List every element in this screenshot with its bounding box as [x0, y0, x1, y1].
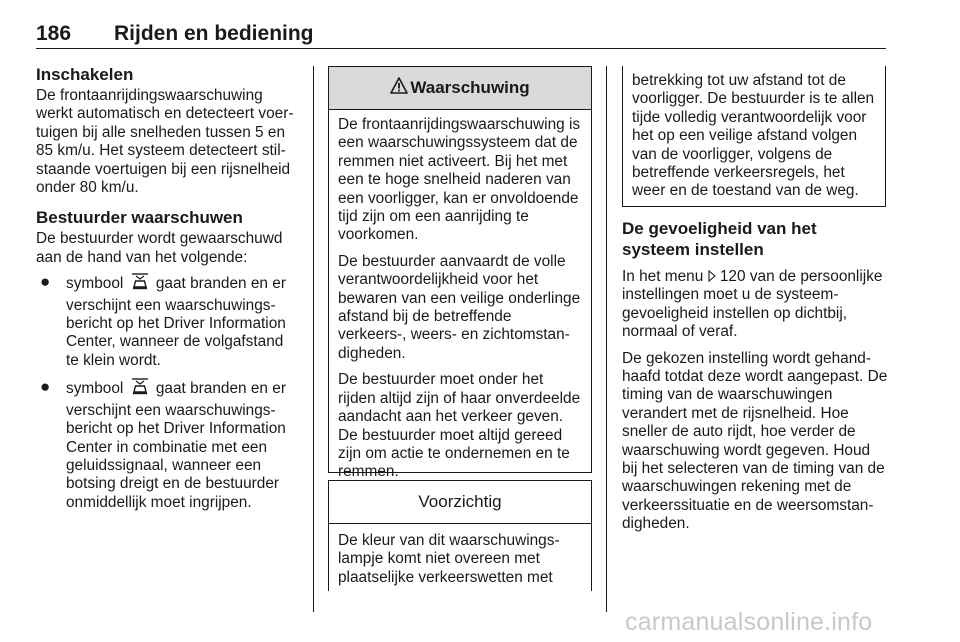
caution-box-header: [329, 481, 591, 524]
car-collision-icon: [130, 378, 150, 401]
paragraph-bestuurder: De bestuurder wordt gewaarschuwd aan de hand van het volgende:: [36, 230, 283, 266]
caution-box-continuation: [622, 66, 886, 207]
paragraph-menu-post: van de persoonlijke instellingen moet u de systeemgevoeligheid instellen op dichtbij, normaal of veraf.: [622, 268, 883, 341]
column-divider-right: [606, 66, 607, 612]
bullet-text-pre: symbool: [66, 275, 124, 293]
caution-continuation-body: [623, 66, 885, 201]
list-item: [36, 273, 298, 370]
page-reference-arrow-icon: [708, 268, 720, 285]
page-reference-number[interactable]: 120: [719, 268, 746, 285]
bullet-dot: ●: [40, 377, 51, 397]
warning-box-header: [329, 67, 591, 110]
warning-box: [328, 66, 592, 481]
chapter-title: Rijden en bediening: [114, 22, 314, 45]
caution-box-body: [329, 524, 591, 587]
warning-paragraph-3: De bestuurder moet onder het rijden altijd zijn of haar onverdeelde aandacht aan het verkeer geven. De bestuurder moet altijd gereed zijn om actie te ondernemen en te remmen.: [338, 371, 581, 481]
bullet-dot: ●: [40, 272, 51, 292]
column-1: [36, 64, 298, 520]
paragraph-menu-pre: In het menu: [622, 268, 704, 285]
warning-paragraph-2: De bestuurder aanvaardt de volle verantwoordelijkheid voor het bewaren van een veilige onderlinge afstand bij de betreffende verkeers-, weers- en zichtomstandigheden.: [338, 252, 581, 362]
bullet-text-pre: symbool: [66, 380, 124, 398]
warning-box-body: [329, 110, 591, 482]
watermark: carmanualsonline.info: [625, 608, 873, 636]
paragraph-instelling: De gekozen instelling wordt gehandhaafd totdat deze wordt aangepast. De timing van de waarschuwingen verandert met de rijsnelheid. Hoe sneller de auto rijdt, hoe verder de waarschuwing wordt gegeven. Houd bij het selecteren van de timing van de waarschuwingen rekening met de verkeerssituatie en de weersomstandigheden.: [622, 349, 888, 533]
caution-paragraph: De kleur van dit waarschuwingslampje komt niet overeen met plaatselijke verkeerswetten met: [338, 532, 560, 586]
warning-box-title: Waarschuwing: [410, 78, 530, 97]
warning-triangle-icon: [390, 77, 408, 99]
heading-gevoeligheid: De gevoeligheid van het systeem instellen: [622, 219, 817, 259]
car-collision-icon: [130, 273, 150, 296]
page-number: 186: [36, 22, 72, 45]
caution-box-title: Voorzichtig: [418, 492, 502, 511]
warning-paragraph-1: De frontaanrijdingswaarschuwing is een waarschuwingssysteem dat de remmen niet activeert. Bij het met een te hoge snelheid naderen van een voorligger, kan er onvoldoende tijd zijn om een aanrijding te voorkomen.: [338, 116, 581, 244]
column-3: [622, 218, 888, 534]
warning-method-list: [36, 273, 298, 512]
heading-inschakelen: Inschakelen: [36, 65, 134, 84]
bullet-text-post: gaat branden en er verschijnt een waarschuwingsbericht op het Driver Information Center, wanneer de volgafstand te klein wordt.: [66, 275, 286, 369]
caution-continuation-paragraph: betrekking tot uw afstand tot de voorligger. De bestuurder is te allen tijde volledig verantwoordelijk voor het op een veilige afstand volgen van de voorligger, volgens de betreffende verkeersregels, het weer en de toestand van de weg.: [632, 72, 875, 200]
list-item: [36, 378, 298, 512]
caution-box: [328, 480, 592, 591]
paragraph-inschakelen: De frontaanrijdingswaarschuwing werkt automatisch en detecteert voertuigen bij alle snelheden tussen 5 en 85 km/u. Het systeem detecteert stilstaande voertuigen bij een rijsnelheid onder 80 km/u.: [36, 87, 294, 197]
header-divider: [36, 48, 886, 49]
heading-bestuurder-waarschuwen: Bestuurder waarschuwen: [36, 208, 243, 228]
bullet-text-post: gaat branden en er verschijnt een waarschuwingsbericht op het Driver Information Center in combinatie met een geluidssignaal, wanneer een botsing dreigt en de bestuurder onmiddellijk moet ingrijpen.: [66, 380, 286, 511]
paragraph-menu: [622, 268, 888, 342]
column-divider-left: [313, 66, 314, 612]
